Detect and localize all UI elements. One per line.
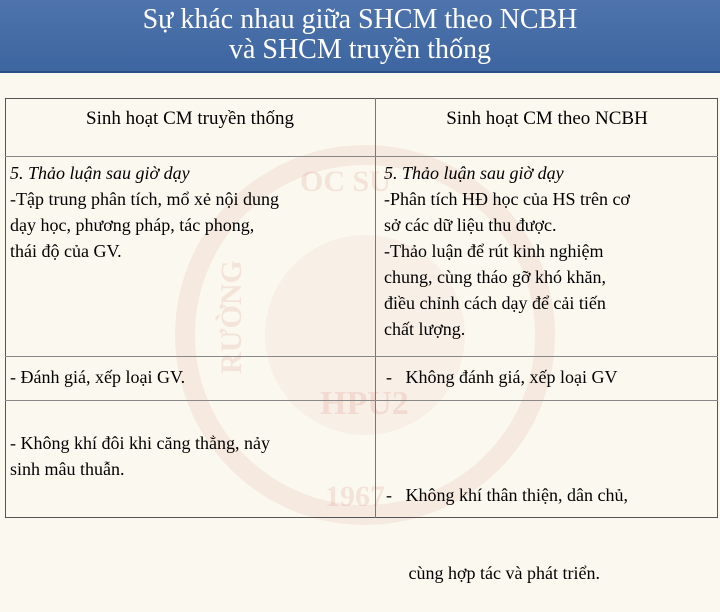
row1-right-line: -Phân tích HĐ học của HS trên cơ (384, 189, 630, 209)
row1-right-line: chung, cùng tháo gỡ khó khăn, (384, 267, 606, 287)
row1-right-line: điều chỉnh cách dạy để cải tiến (384, 293, 606, 313)
watermark-top-text: OC SƯ (300, 165, 394, 198)
row1-right-heading: 5. Thảo luận sau giờ dạy (384, 163, 564, 183)
table-row-divider (5, 400, 718, 401)
header-traditional: Sinh hoạt CM truyền thống (86, 108, 294, 129)
row1-right-line: sở các dữ liệu thu được. (384, 215, 557, 235)
title-line-1: Sự khác nhau giữa SHCM theo NCBH (142, 4, 578, 35)
table-row-divider (5, 356, 718, 357)
row3-right-line: cùng hợp tác và phát triển. (386, 563, 600, 583)
table-row-divider (5, 156, 718, 157)
row1-left-cell (10, 160, 372, 264)
table-column-divider (375, 98, 376, 518)
row1-left-heading: 5. Thảo luận sau giờ dạy (10, 163, 190, 183)
row3-left-cell (10, 430, 372, 482)
title-line-2: và SHCM truyền thống (228, 34, 492, 65)
row1-right-line: -Thảo luận để rút kinh nghiệm (384, 241, 604, 261)
row1-right-cell (384, 160, 716, 342)
row3-right-cell (386, 430, 716, 612)
row1-left-line: dạy học, phương pháp, tác phong, (10, 215, 255, 235)
row1-left-line: -Tập trung phân tích, mổ xẻ nội dung (10, 189, 279, 209)
row3-right-line: - Không khí thân thiện, dân chủ, (386, 485, 628, 505)
row3-left-line: - Không khí đôi khi căng thẳng, nảy (10, 433, 270, 453)
row3-left-line: sinh mâu thuẫn. (10, 459, 125, 479)
row1-right-line: chất lượng. (384, 319, 466, 339)
header-ncbh: Sinh hoạt CM theo NCBH (446, 108, 648, 129)
watermark-left-text: RƯỜNG (214, 260, 248, 374)
row2-right-cell: - Không đánh giá, xếp loại GV (386, 367, 618, 387)
slide-title (0, 0, 720, 73)
row2-left-cell: - Đánh giá, xếp loại GV. (10, 367, 186, 387)
row1-left-line: thái độ của GV. (10, 241, 122, 261)
watermark-badge: HPU2 (320, 385, 409, 422)
watermark-year: 1967 (325, 480, 385, 513)
